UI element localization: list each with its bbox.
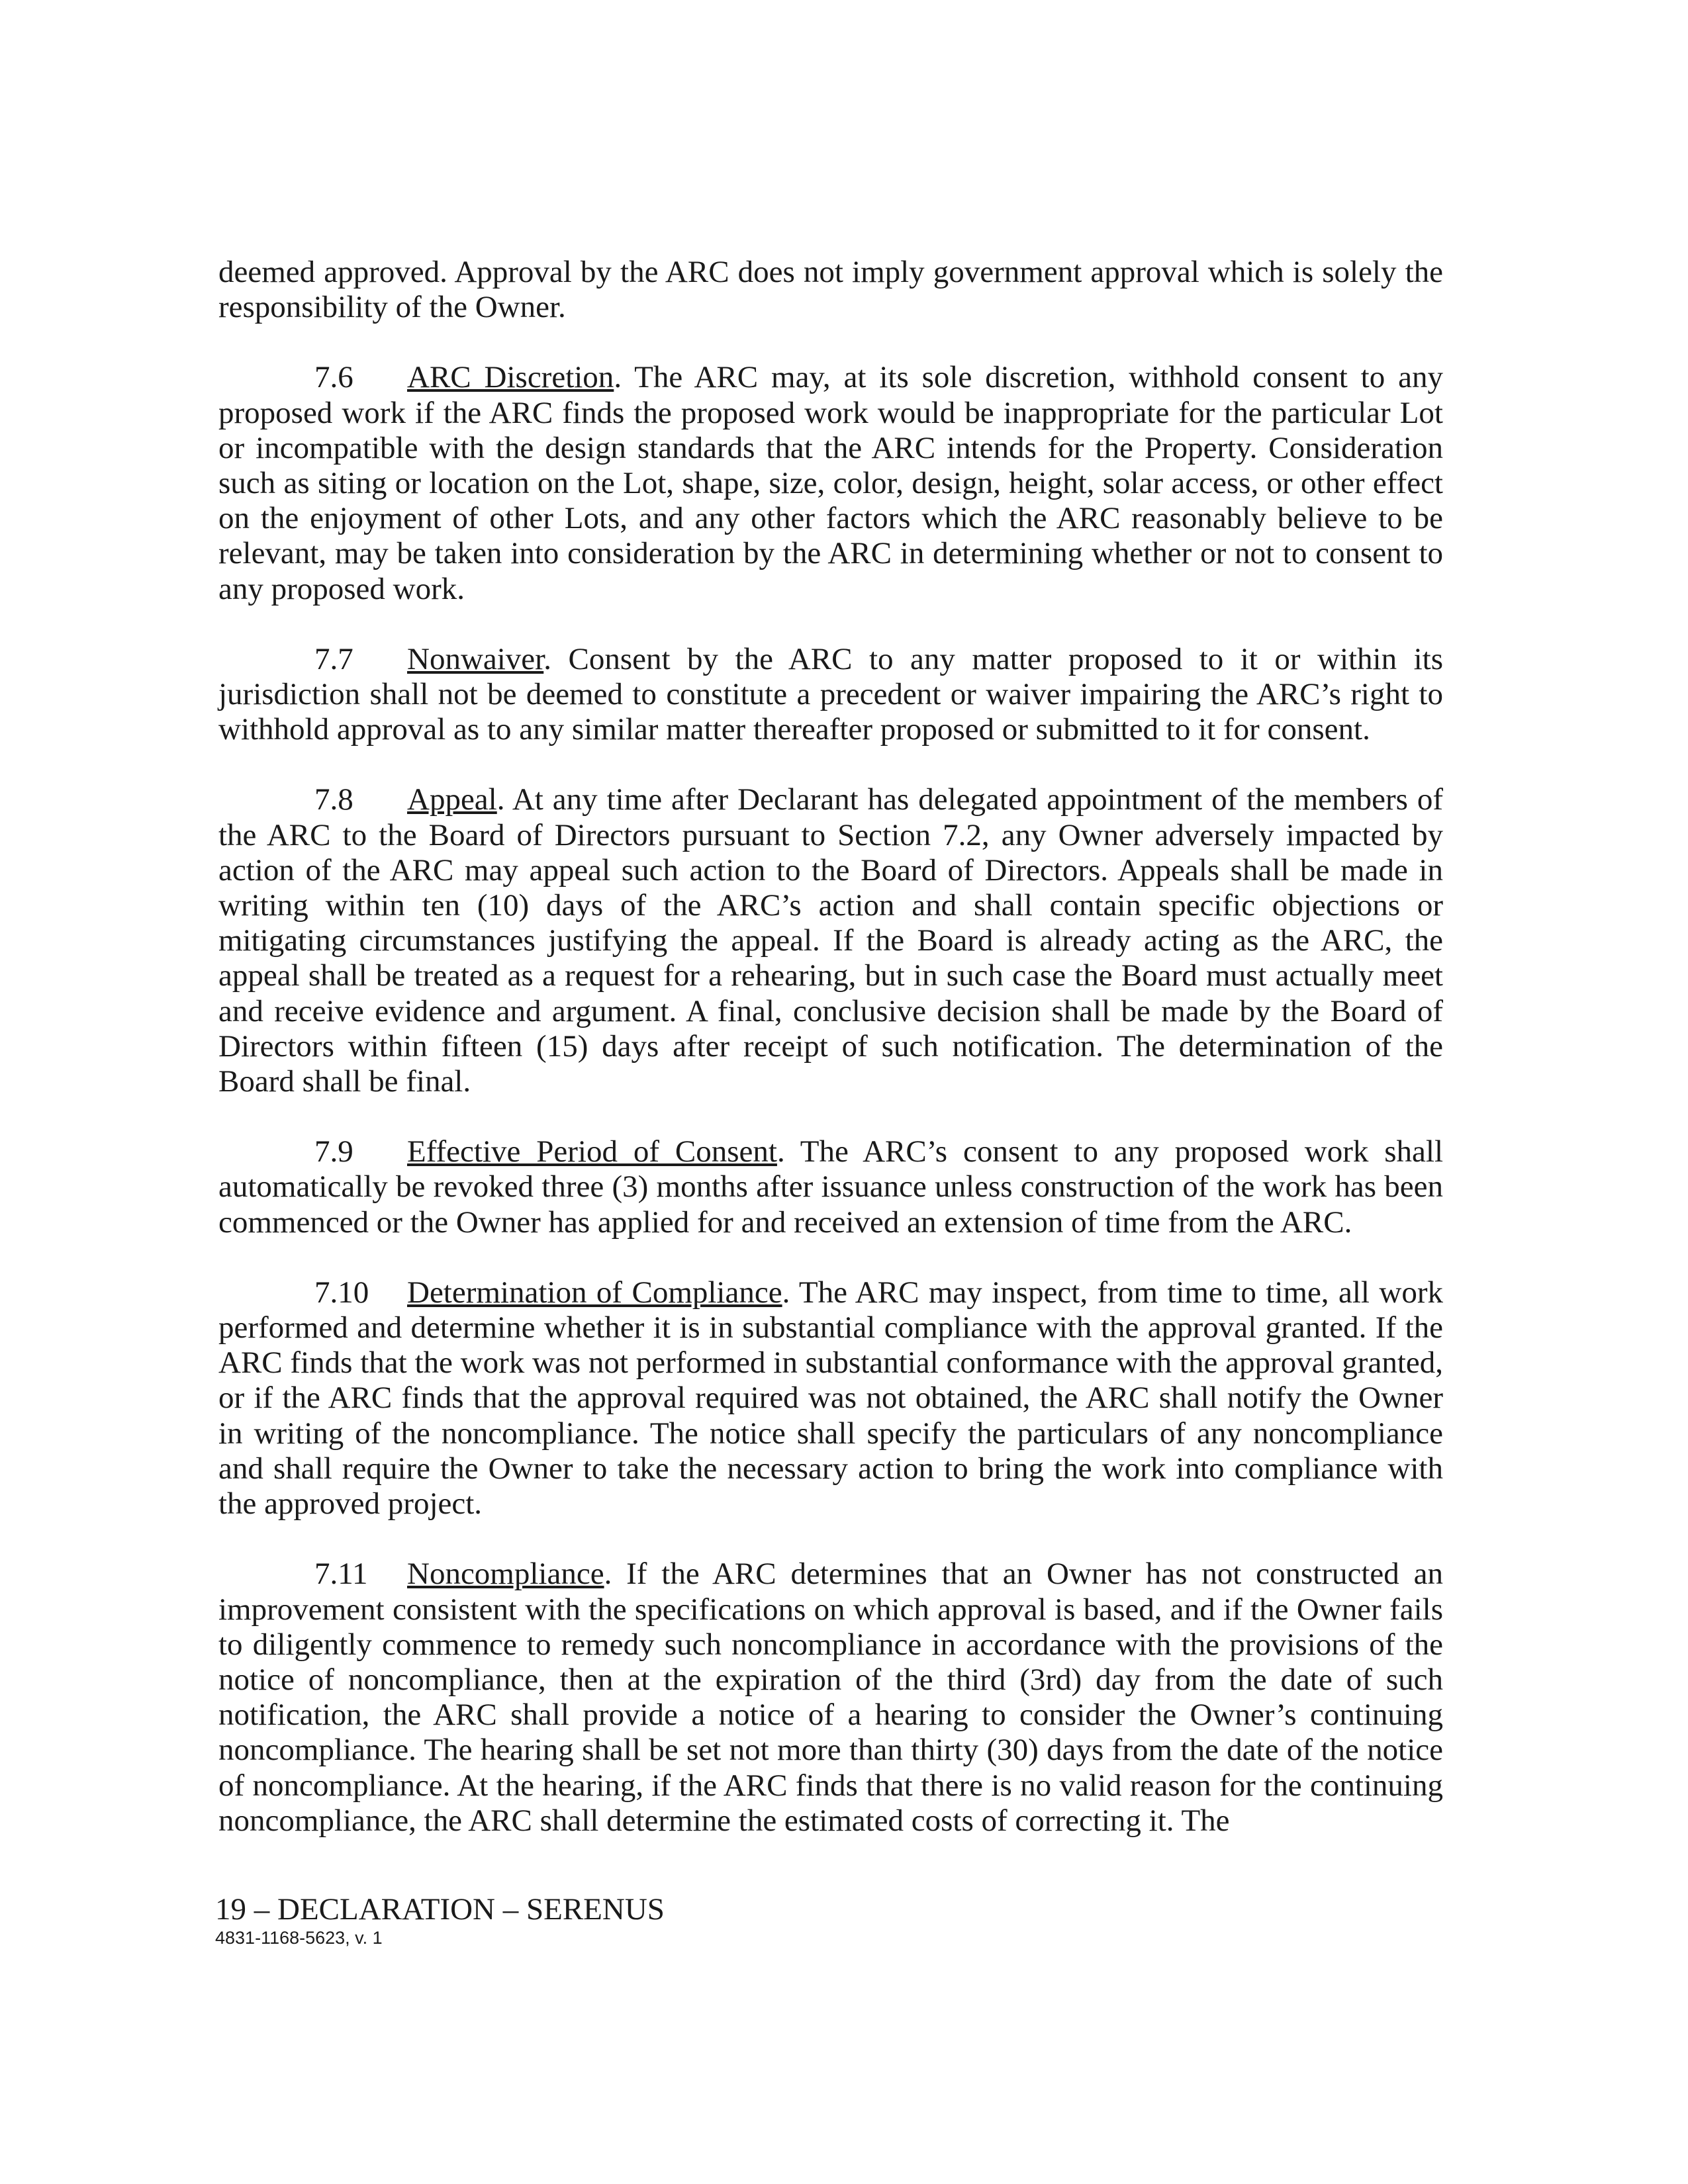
section-text: The ARC may inspect, from time to time, all work performed and determine whether it is in substantial compliance with the approval granted. If the ARC finds that the work was not performed in substantial conformance with the approval granted, or if the ARC finds that the approval required was not obtained, the ARC shall notify the Owner in writing of the noncompliance. The notice shall specify the particulars of any noncompliance and shall require the Owner to take the necessary action to bring the work into compliance with the approved project. — [218, 1275, 1443, 1522]
footer-title: 19 – DECLARATION – SERENUS — [215, 1892, 665, 1927]
document-body — [218, 255, 1443, 1874]
section-number: 7.6 — [314, 360, 353, 395]
section-number: 7.11 — [314, 1557, 368, 1592]
section-heading: Noncompliance — [407, 1557, 604, 1592]
section-heading: Nonwaiver — [407, 641, 544, 676]
section-heading: Effective Period of Consent — [407, 1134, 777, 1169]
section-7-10: 7.10 Determination of Compliance. The ARC may inspect, from time to time, all work performed and determine whether it is in substantial compliance with the approval granted. If the ARC finds that the work was not performed in substantial conformance with the approval granted, or if the ARC finds that the approval required was not obtained, the ARC shall notify the Owner in writing of the noncompliance. The notice shall specify the particulars of any noncompliance and shall require the Owner to take the necessary action to bring the work into compliance with the approved project. — [218, 1275, 1443, 1522]
section-text: If the ARC determines that an Owner has not constructed an improvement consistent with the specifications on which approval is based, and if the Owner fails to diligently commence to remedy such noncompliance in accordance with the provisions of the notice of noncompliance, then at the expiration of the third (3rd) day from the date of such notification, the ARC shall provide a notice of a hearing to consider the Owner’s continuing noncompliance. The hearing shall be set not more than thirty (30) days from the date of the notice of noncompliance. At the hearing, if the ARC finds that there is no valid reason for the continuing noncompliance, the ARC shall determine the estimated costs of correcting it. The — [218, 1557, 1443, 1838]
section-heading: Determination of Compliance — [407, 1275, 782, 1310]
section-heading: ARC Discretion — [407, 360, 614, 395]
section-text: The ARC may, at its sole discretion, withhold consent to any proposed work if the ARC finds the proposed work would be inappropriate for the particular Lot or incompatible with the design standards that the ARC intends for the Property. Consideration such as siting or location on the Lot, shape, size, color, design, height, solar access, or other effect on the enjoyment of other Lots, and any other factors which the ARC reasonably believe to be relevant, may be taken into consideration by the ARC in determining whether or not to consent to any proposed work. — [218, 360, 1443, 606]
section-heading: Appeal — [407, 782, 497, 817]
section-7-6: 7.6 ARC Discretion. The ARC may, at its sole discretion, withhold consent to any proposed work if the ARC finds the proposed work would be inappropriate for the particular Lot or incompatible with the design standards that the ARC intends for the Property. Consideration such as siting or location on the Lot, shape, size, color, design, height, solar access, or other effect on the enjoyment of other Lots, and any other factors which the ARC reasonably believe to be relevant, may be taken into consideration by the ARC in determining whether or not to consent to any proposed work. — [218, 360, 1443, 606]
section-number: 7.7 — [314, 641, 353, 676]
section-7-11: 7.11 Noncompliance. If the ARC determines that an Owner has not constructed an improvement consistent with the specifications on which approval is based, and if the Owner fails to diligently commence to remedy such noncompliance in accordance with the provisions of the notice of noncompliance, then at the expiration of the third (3rd) day from the date of such notification, the ARC shall provide a notice of a hearing to consider the Owner’s continuing noncompliance. The hearing shall be set not more than thirty (30) days from the date of the notice of noncompliance. At the hearing, if the ARC finds that there is no valid reason for the continuing noncompliance, the ARC shall determine the estimated costs of correcting it. The — [218, 1557, 1443, 1838]
section-7-9: 7.9 Effective Period of Consent. The ARC’s consent to any proposed work shall automatically be revoked three (3) months after issuance unless construction of the work has been commenced or the Owner has applied for and received an extension of time from the ARC. — [218, 1134, 1444, 1240]
section-text: Consent by the ARC to any matter proposed to it or within its jurisdiction shall not be deemed to constitute a precedent or waiver impairing the ARC’s right to withhold approval as to any similar matter thereafter proposed or submitted to it for consent. — [218, 641, 1444, 747]
section-7-7: 7.7 Nonwaiver. Consent by the ARC to any matter proposed to it or within its jurisdiction shall not be deemed to constitute a precedent or waiver impairing the ARC’s right to withhold approval as to any similar matter thereafter proposed or submitted to it for consent. — [218, 641, 1444, 747]
section-number: 7.9 — [314, 1134, 353, 1169]
section-text: At any time after Declarant has delegated appointment of the members of the ARC to the Board of Directors pursuant to Section 7.2, any Owner adversely impacted by action of the ARC may appeal such action to the Board of Directors. Appeals shall be made in writing within ten (10) days of the ARC’s action and shall contain specific objections or mitigating circumstances justifying the appeal. If the Board is already acting as the ARC, the appeal shall be treated as a request for a rehearing, but in such case the Board must actually meet and receive evidence and argument. A final, conclusive decision shall be made by the Board of Directors within fifteen (15) days after receipt of such notification. The determination of the Board shall be final. — [218, 782, 1443, 1099]
section-7-8: 7.8 Appeal. At any time after Declarant has delegated appointment of the members of the ARC to the Board of Directors pursuant to Section 7.2, any Owner adversely impacted by action of the ARC may appeal such action to the Board of Directors. Appeals shall be made in writing within ten (10) days of the ARC’s action and shall contain specific objections or mitigating circumstances justifying the appeal. If the Board is already acting as the ARC, the appeal shall be treated as a request for a rehearing, but in such case the Board must actually meet and receive evidence and argument. A final, conclusive decision shall be made by the Board of Directors within fifteen (15) days after receipt of such notification. The determination of the Board shall be final. — [218, 782, 1443, 1099]
page-footer — [215, 1891, 665, 1948]
section-number: 7.8 — [314, 782, 353, 817]
section-text: The ARC’s consent to any proposed work shall automatically be revoked three (3) months after issuance unless construction of the work has been commenced or the Owner has applied for and received an extension of time from the ARC. — [218, 1134, 1444, 1240]
intro-paragraph: deemed approved. Approval by the ARC does not imply government approval which is solely the responsibility of the Owner. — [218, 255, 1443, 325]
section-number: 7.10 — [314, 1275, 369, 1310]
footer-document-code: 4831-1168-5623, v. 1 — [215, 1928, 383, 1948]
